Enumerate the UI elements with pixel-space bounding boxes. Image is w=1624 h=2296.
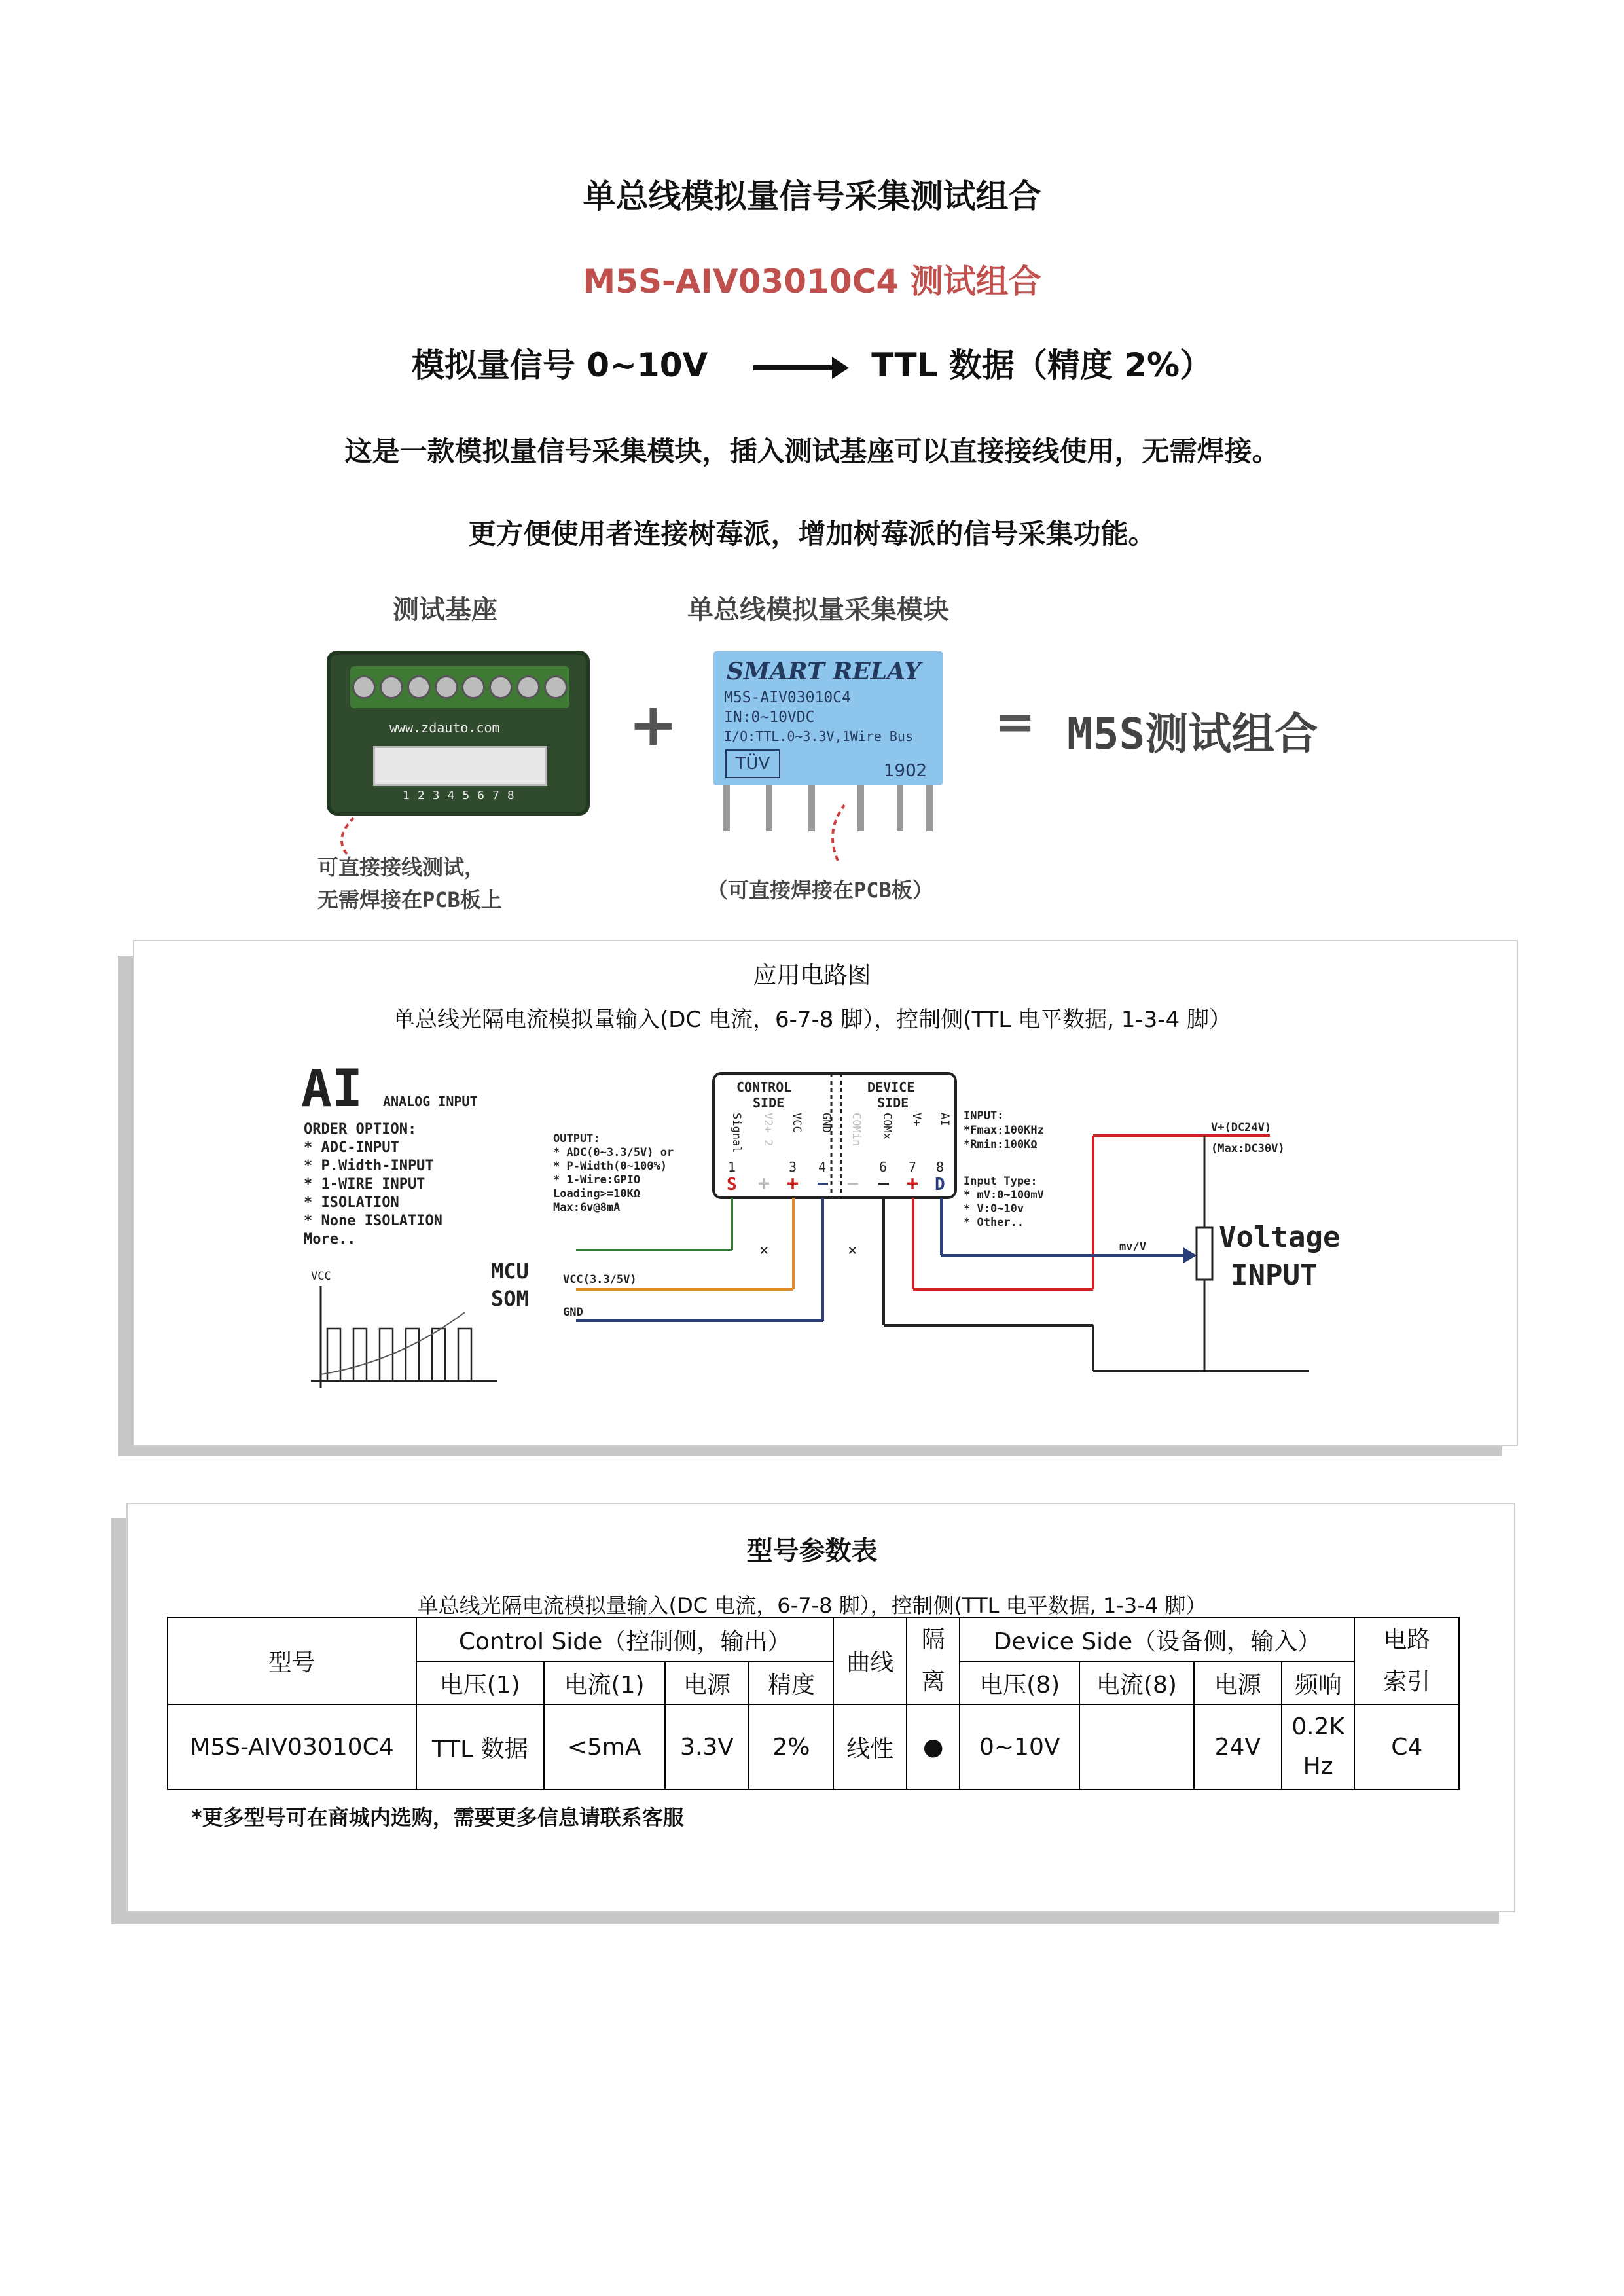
sub-power: 电源	[665, 1662, 749, 1704]
output-line-4: Loading>=10KΩ	[553, 1187, 641, 1200]
pin-7	[907, 1113, 923, 1195]
sub-current-8: 电流(8)	[1079, 1662, 1194, 1704]
tuv-mark: TÜV	[725, 749, 780, 778]
pcb-url: www.zdauto.com	[389, 720, 500, 736]
col-control-side: Control Side（控制侧，输出）	[416, 1617, 834, 1662]
svg-text:−: −	[847, 1172, 859, 1195]
relay-brand: SMART RELAY	[727, 658, 921, 685]
arrow-right-icon	[753, 365, 839, 370]
terminal-block	[350, 666, 569, 708]
sub-current-1: 电流(1)	[544, 1662, 665, 1704]
output-line-2: * P-Width(0~100%)	[553, 1160, 667, 1173]
pin-1	[727, 1113, 743, 1194]
ai-title: AI	[301, 1060, 363, 1119]
spec-subtitle: 单总线光隔电流模拟量输入(DC 电流，6-7-8 脚），控制侧(TTL 电平数据, 1-3-4 脚）	[417, 1593, 1207, 1618]
caption-pointers	[308, 785, 897, 877]
svg-text:AI: AI	[938, 1113, 951, 1126]
order-option-1: * ADC-INPUT	[304, 1139, 399, 1156]
input-type-title: Input Type:	[964, 1175, 1038, 1188]
pin-3	[787, 1113, 803, 1195]
voltage-label: Voltage	[1219, 1221, 1341, 1254]
input-type-1: * mV:0~100mV	[964, 1189, 1044, 1202]
flow-left: 模拟量信号 0~10V	[411, 346, 708, 384]
vcc-axis-label: VCC	[311, 1270, 331, 1283]
combo-label: M5S测试组合	[1067, 709, 1318, 759]
sub-voltage-1: 电压(1)	[416, 1662, 544, 1704]
socket	[373, 746, 547, 786]
module-label: 单总线模拟量采集模块	[687, 595, 949, 625]
gnd-wire-label: GND	[563, 1306, 583, 1319]
relay-module-image	[713, 651, 943, 785]
pin-8	[935, 1113, 951, 1194]
svg-text:8: 8	[936, 1159, 945, 1175]
col-model: 型号	[168, 1617, 416, 1704]
mcu-label: MCU	[491, 1259, 529, 1283]
pin-4	[817, 1113, 833, 1195]
equals-sign: =	[995, 694, 1036, 750]
svg-text:6: 6	[879, 1159, 888, 1175]
svg-text:GND: GND	[820, 1113, 833, 1133]
output-line-1: * ADC(0~3.3/5V) or	[553, 1146, 674, 1159]
svg-text:COMin: COMin	[850, 1113, 863, 1147]
svg-text:−: −	[817, 1172, 829, 1195]
col-circuit-index: 电路 索引	[1354, 1617, 1459, 1704]
signal-flow	[0, 339, 1624, 386]
svg-text:+: +	[787, 1172, 799, 1195]
base-label: 测试基座	[393, 595, 497, 625]
circuit-subtitle: 单总线光隔电流模拟量输入(DC 电流，6-7-8 脚），控制侧(TTL 电平数据, 1-3-4 脚）	[392, 1007, 1232, 1033]
spec-note: *更多型号可在商城内选购，需要更多信息请联系客服	[191, 1805, 684, 1830]
relay-input: IN:0~10VDC	[724, 709, 815, 726]
ai-subtitle: ANALOG INPUT	[383, 1094, 478, 1109]
order-option-2: * P.Width-INPUT	[304, 1158, 434, 1174]
input-type-2: * V:0~10v	[964, 1202, 1024, 1215]
spec-table	[167, 1617, 1460, 1790]
control-side-label-1: CONTROL	[736, 1079, 792, 1095]
spec-title: 型号参数表	[746, 1536, 878, 1566]
relay-date: 1902	[884, 761, 928, 781]
description-line-1: 这是一款模拟量信号采集模块，插入测试基座可以直接接线使用，无需焊接。	[344, 435, 1280, 467]
page-title: 单总线模拟量信号采集测试组合	[583, 177, 1041, 215]
device-side-label-1: DEVICE	[867, 1079, 915, 1095]
plus-icon: +	[628, 691, 678, 759]
pin-2	[758, 1113, 774, 1195]
vcc-wire-label: VCC(3.3/5V)	[563, 1273, 637, 1286]
order-option-more: More..	[304, 1231, 356, 1247]
svg-text:S: S	[727, 1175, 737, 1194]
svg-text:V+: V+	[910, 1113, 923, 1126]
flow-right: TTL 数据（精度 2%）	[871, 346, 1213, 384]
vmax-label: (Max:DC30V)	[1211, 1142, 1285, 1155]
output-line-3: * 1-Wire:GPIO	[553, 1174, 641, 1187]
svg-text:+: +	[907, 1172, 919, 1195]
sub-frequency: 频响	[1282, 1662, 1355, 1704]
relay-model: M5S-AIV03010C4	[724, 689, 851, 706]
order-option-4: * ISOLATION	[304, 1194, 399, 1211]
col-isolation: 隔 离	[907, 1617, 960, 1704]
circuit-title: 应用电路图	[753, 962, 871, 989]
svg-text:D: D	[935, 1175, 945, 1194]
order-option-5: * None ISOLATION	[304, 1213, 442, 1229]
svg-text:VCC: VCC	[790, 1113, 803, 1133]
relay-io: I/O:TTL.0~3.3V,1Wire Bus	[724, 728, 913, 744]
module-caption: （可直接焊接在PCB板）	[707, 878, 933, 903]
vplus-label: V+(DC24V)	[1211, 1121, 1272, 1134]
device-side-label-2: SIDE	[877, 1095, 909, 1111]
output-line-5: Max:6v@8mA	[553, 1201, 621, 1214]
pin-5	[847, 1113, 863, 1195]
model-title: M5S-AIV03010C4 测试组合	[583, 262, 1041, 300]
base-caption-2: 无需焊接在PCB板上	[317, 888, 502, 912]
sub-accuracy: 精度	[749, 1662, 833, 1704]
sub-power-2: 电源	[1194, 1662, 1282, 1704]
base-caption-1: 可直接接线测试，	[317, 855, 486, 880]
input-type-3: * Other..	[964, 1216, 1024, 1229]
svg-text:+: +	[758, 1172, 770, 1195]
order-option-3: * 1-WIRE INPUT	[304, 1176, 425, 1193]
input-word-label: INPUT	[1231, 1259, 1318, 1292]
description-line-2: 更方便使用者连接树莓派，增加树莓派的信号采集功能。	[468, 518, 1156, 550]
pin-6	[878, 1113, 893, 1195]
svg-text:V2+ 2: V2+ 2	[761, 1113, 774, 1147]
control-side-label-2: SIDE	[753, 1095, 785, 1111]
svg-text:3: 3	[789, 1159, 797, 1175]
sub-voltage-8: 电压(8)	[960, 1662, 1079, 1704]
col-device-side: Device Side（设备侧，输入）	[960, 1617, 1354, 1662]
input-line-1: *Fmax:100KHz	[964, 1124, 1044, 1137]
circuit-diagram	[301, 1060, 1348, 1401]
svg-text:−: −	[878, 1172, 890, 1195]
col-curve: 曲线	[833, 1617, 907, 1704]
svg-text:×: ×	[848, 1241, 857, 1259]
svg-text:4: 4	[818, 1159, 827, 1175]
svg-text:COMx: COMx	[880, 1113, 893, 1139]
mvv-label: mv/V	[1119, 1240, 1146, 1253]
table-row: M5S-AIV03010C4 TTL 数据 <5mA 3.3V 2% 线性 ● 0~10V 24V 0.2K Hz C4	[168, 1704, 1459, 1789]
pcb-pin-numbers: 12345678	[403, 789, 522, 802]
svg-text:7: 7	[909, 1159, 917, 1175]
order-option-title: ORDER OPTION:	[304, 1121, 417, 1138]
svg-text:×: ×	[759, 1241, 769, 1259]
som-label: SOM	[491, 1286, 529, 1311]
svg-text:Signal: Signal	[730, 1113, 743, 1153]
input-line-2: *Rmin:100KΩ	[964, 1138, 1038, 1151]
output-title: OUTPUT:	[553, 1132, 600, 1145]
svg-text:1: 1	[728, 1159, 736, 1175]
input-title: INPUT:	[964, 1109, 1004, 1122]
